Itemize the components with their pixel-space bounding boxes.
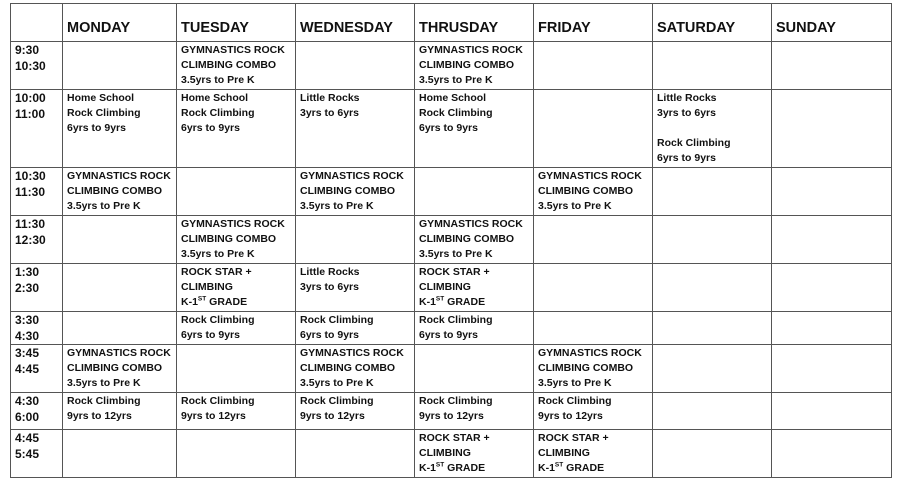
end-time: 10:30 <box>15 59 46 73</box>
class-line: 9yrs to 12yrs <box>419 410 484 422</box>
class-cell <box>415 90 534 168</box>
class-line: CLIMBING COMBO <box>300 362 396 374</box>
class-line: ROCK STAR + <box>538 432 609 444</box>
class-cell <box>653 345 772 393</box>
class-line: GYMNASTICS ROCK <box>67 347 171 359</box>
end-time: 2:30 <box>15 281 40 295</box>
class-cell <box>653 264 772 312</box>
class-cell <box>534 216 653 264</box>
start-time: 10:30 <box>15 169 46 183</box>
class-line: 3yrs to 6yrs <box>300 281 359 293</box>
end-time: 4:30 <box>15 329 40 343</box>
class-line: 3.5yrs to Pre K <box>67 377 141 389</box>
class-line: CLIMBING COMBO <box>181 59 277 71</box>
class-line: 3.5yrs to Pre K <box>67 200 141 212</box>
class-cell <box>177 345 296 393</box>
class-line: Little Rocks <box>300 92 360 104</box>
class-line: 9yrs to 12yrs <box>300 410 365 422</box>
class-line: CLIMBING COMBO <box>67 185 163 197</box>
class-line: Rock Climbing <box>419 107 493 119</box>
ordinal-superscript: ST <box>197 295 207 303</box>
day-header: SATURDAY <box>653 4 772 42</box>
start-time: 9:30 <box>15 43 40 57</box>
class-cell <box>296 264 415 312</box>
class-cell <box>177 312 296 345</box>
time-slot-row <box>11 90 892 168</box>
class-line: Rock Climbing <box>67 395 141 407</box>
class-line: Home School <box>67 92 135 104</box>
class-cell <box>415 393 534 430</box>
class-cell <box>653 430 772 478</box>
start-time: 3:45 <box>15 346 40 360</box>
class-line: ROCK STAR + <box>419 432 490 444</box>
class-line: 3.5yrs to Pre K <box>419 248 493 260</box>
class-cell <box>653 42 772 90</box>
class-cell <box>63 264 177 312</box>
class-cell <box>772 264 892 312</box>
class-line: CLIMBING <box>419 447 471 459</box>
class-cell <box>63 90 177 168</box>
class-line: Rock Climbing <box>181 395 255 407</box>
class-line: GYMNASTICS ROCK <box>67 170 171 182</box>
class-cell <box>177 168 296 216</box>
class-cell <box>296 42 415 90</box>
class-grade-line: K-1ST GRADE <box>419 461 486 474</box>
class-cell <box>772 216 892 264</box>
class-line: Rock Climbing <box>300 314 374 326</box>
class-cell <box>415 216 534 264</box>
class-cell <box>534 42 653 90</box>
day-header: FRIDAY <box>534 4 653 42</box>
class-cell <box>772 430 892 478</box>
class-line: Rock Climbing <box>419 395 493 407</box>
time-slot-row <box>11 430 892 478</box>
time-slot-row <box>11 168 892 216</box>
class-line: Rock Climbing <box>181 314 255 326</box>
class-line: GYMNASTICS ROCK <box>419 44 523 56</box>
class-cell <box>63 168 177 216</box>
class-line: Rock Climbing <box>538 395 612 407</box>
day-header: SUNDAY <box>772 4 892 42</box>
class-line: 6yrs to 9yrs <box>181 122 240 134</box>
class-cell <box>415 345 534 393</box>
time-slot <box>11 90 63 168</box>
class-line: 3.5yrs to Pre K <box>300 377 374 389</box>
class-grade-line: K-1ST GRADE <box>538 461 605 474</box>
class-cell <box>534 430 653 478</box>
class-cell <box>534 168 653 216</box>
class-line: GYMNASTICS ROCK <box>300 347 404 359</box>
class-line: 3.5yrs to Pre K <box>538 200 612 212</box>
class-cell <box>63 393 177 430</box>
class-line: CLIMBING <box>181 281 233 293</box>
class-line: 3.5yrs to Pre K <box>538 377 612 389</box>
start-time: 11:30 <box>15 217 46 231</box>
class-cell <box>772 312 892 345</box>
day-header: THRUSDAY <box>415 4 534 42</box>
class-line: 6yrs to 9yrs <box>419 329 478 341</box>
class-line: CLIMBING COMBO <box>419 59 515 71</box>
time-slot-row <box>11 312 892 345</box>
class-line: GYMNASTICS ROCK <box>538 170 642 182</box>
class-cell <box>653 216 772 264</box>
header-corner <box>11 4 63 42</box>
time-slot-row <box>11 264 892 312</box>
class-cell <box>296 430 415 478</box>
class-cell <box>772 42 892 90</box>
class-line: Little Rocks <box>657 92 717 104</box>
class-cell <box>772 345 892 393</box>
day-header: TUESDAY <box>177 4 296 42</box>
end-time: 4:45 <box>15 362 40 376</box>
class-cell <box>653 312 772 345</box>
class-line: 6yrs to 9yrs <box>419 122 478 134</box>
class-cell <box>653 393 772 430</box>
class-line: 9yrs to 12yrs <box>538 410 603 422</box>
class-cell <box>296 216 415 264</box>
day-header-row <box>11 4 892 42</box>
class-cell <box>653 168 772 216</box>
class-line: CLIMBING COMBO <box>300 185 396 197</box>
class-cell <box>534 312 653 345</box>
start-time: 1:30 <box>15 265 40 279</box>
ordinal-superscript: ST <box>435 295 445 303</box>
class-line: 3yrs to 6yrs <box>300 107 359 119</box>
class-cell <box>177 42 296 90</box>
class-cell <box>63 430 177 478</box>
class-line: 6yrs to 9yrs <box>300 329 359 341</box>
class-line: GYMNASTICS ROCK <box>181 218 285 230</box>
class-line: ROCK STAR + <box>419 266 490 278</box>
class-line: 3.5yrs to Pre K <box>419 74 493 86</box>
class-cell <box>63 42 177 90</box>
class-line: Home School <box>419 92 487 104</box>
time-slot <box>11 168 63 216</box>
class-line: 6yrs to 9yrs <box>181 329 240 341</box>
class-cell <box>296 345 415 393</box>
end-time: 6:00 <box>15 410 40 424</box>
class-line: CLIMBING <box>538 447 590 459</box>
class-cell <box>63 312 177 345</box>
day-header: MONDAY <box>63 4 177 42</box>
time-slot <box>11 393 63 430</box>
class-line: Rock Climbing <box>300 395 374 407</box>
class-line: 3.5yrs to Pre K <box>181 248 255 260</box>
class-line: CLIMBING COMBO <box>538 185 634 197</box>
class-line: Little Rocks <box>300 266 360 278</box>
line-spacer <box>657 121 767 136</box>
class-line: 6yrs to 9yrs <box>657 152 716 164</box>
class-cell <box>534 90 653 168</box>
class-line: 3yrs to 6yrs <box>657 107 716 119</box>
time-slot <box>11 42 63 90</box>
time-slot-row <box>11 345 892 393</box>
class-grade-line: K-1ST GRADE <box>419 295 486 308</box>
class-line: Rock Climbing <box>67 107 141 119</box>
class-line: ROCK STAR + <box>181 266 252 278</box>
class-cell <box>415 264 534 312</box>
class-line: CLIMBING COMBO <box>538 362 634 374</box>
time-slot <box>11 345 63 393</box>
end-time: 5:45 <box>15 447 40 461</box>
class-line: 6yrs to 9yrs <box>67 122 126 134</box>
class-cell <box>296 393 415 430</box>
class-cell <box>534 345 653 393</box>
class-cell <box>534 393 653 430</box>
day-header: WEDNESDAY <box>296 4 415 42</box>
class-cell <box>415 168 534 216</box>
start-time: 3:30 <box>15 313 40 327</box>
class-line: CLIMBING COMBO <box>419 233 515 245</box>
time-slot-row <box>11 42 892 90</box>
class-cell <box>772 90 892 168</box>
class-cell <box>63 216 177 264</box>
class-line: 9yrs to 12yrs <box>181 410 246 422</box>
class-cell <box>177 90 296 168</box>
class-cell <box>296 90 415 168</box>
class-cell <box>177 216 296 264</box>
class-cell <box>534 264 653 312</box>
class-cell <box>177 393 296 430</box>
class-cell <box>177 430 296 478</box>
class-line: Home School <box>181 92 249 104</box>
time-slot <box>11 312 63 345</box>
start-time: 4:45 <box>15 431 40 445</box>
end-time: 11:30 <box>15 185 46 199</box>
class-line: Rock Climbing <box>419 314 493 326</box>
ordinal-superscript: ST <box>554 461 564 469</box>
class-line: Rock Climbing <box>657 137 731 149</box>
start-time: 10:00 <box>15 91 46 105</box>
schedule-body <box>11 42 892 478</box>
class-cell <box>415 312 534 345</box>
class-cell <box>296 312 415 345</box>
class-line: Rock Climbing <box>181 107 255 119</box>
class-cell <box>772 168 892 216</box>
class-line: CLIMBING <box>419 281 471 293</box>
class-line: CLIMBING COMBO <box>181 233 277 245</box>
class-cell <box>296 168 415 216</box>
class-cell <box>415 42 534 90</box>
class-line: 9yrs to 12yrs <box>67 410 132 422</box>
class-cell <box>653 90 772 168</box>
class-cell <box>177 264 296 312</box>
end-time: 12:30 <box>15 233 46 247</box>
time-slot <box>11 216 63 264</box>
class-line: CLIMBING COMBO <box>67 362 163 374</box>
time-slot-row <box>11 216 892 264</box>
class-cell <box>772 393 892 430</box>
time-slot <box>11 264 63 312</box>
class-line: GYMNASTICS ROCK <box>300 170 404 182</box>
time-slot <box>11 430 63 478</box>
class-line: 3.5yrs to Pre K <box>181 74 255 86</box>
class-line: 3.5yrs to Pre K <box>300 200 374 212</box>
class-cell <box>63 345 177 393</box>
class-line: GYMNASTICS ROCK <box>419 218 523 230</box>
class-grade-line: K-1ST GRADE <box>181 295 248 308</box>
weekly-schedule-table <box>10 3 892 478</box>
end-time: 11:00 <box>15 107 46 121</box>
class-line: GYMNASTICS ROCK <box>181 44 285 56</box>
class-cell <box>415 430 534 478</box>
time-slot-row <box>11 393 892 430</box>
class-line: GYMNASTICS ROCK <box>538 347 642 359</box>
start-time: 4:30 <box>15 394 40 408</box>
ordinal-superscript: ST <box>435 461 445 469</box>
